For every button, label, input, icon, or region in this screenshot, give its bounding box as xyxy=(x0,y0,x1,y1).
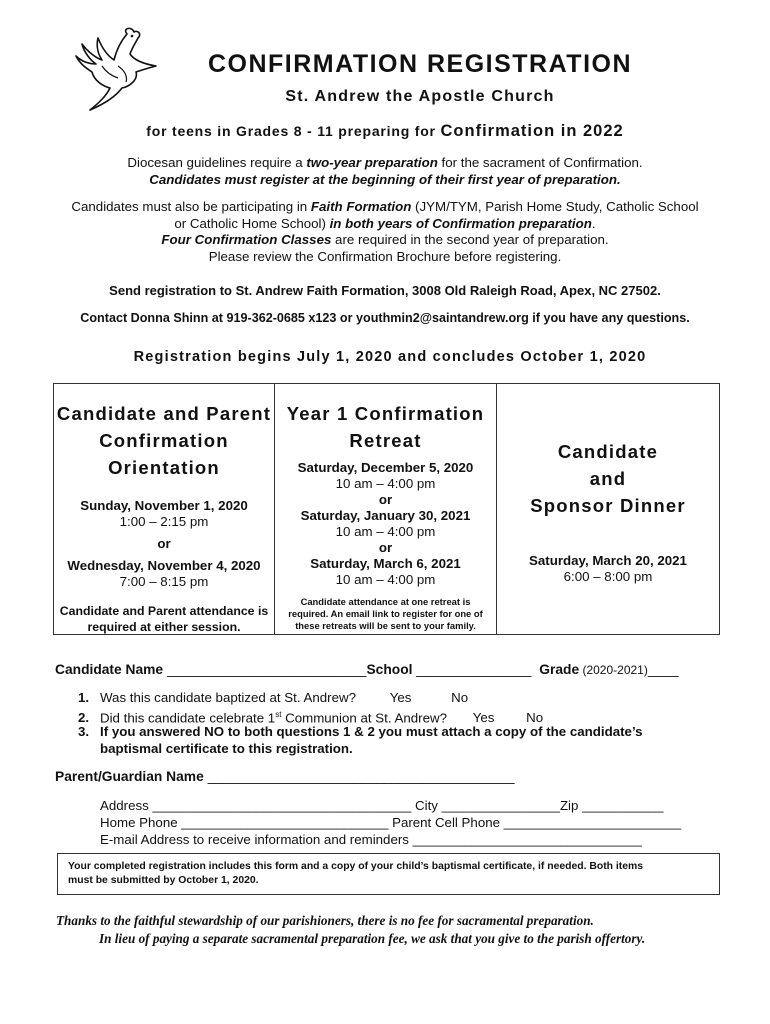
participation-emph2: in both years of Confirmation preparation xyxy=(329,215,592,231)
q3-text1: If you answered NO to both questions 1 & 2 you must attach a copy of the candidate’s xyxy=(100,724,643,739)
guidelines-line2: Candidates must register at the beginning of their first year of preparation. xyxy=(149,171,621,187)
grade-field[interactable]: ____ xyxy=(647,662,679,677)
retreat-column xyxy=(275,384,497,634)
retreat-note2: required. An email link to register for one of xyxy=(288,608,483,619)
completion-note-line1: Your completed registration includes this form and a copy of your child’s baptismal certificate, if needed. Both items xyxy=(68,861,644,872)
retreat-title1: Year 1 Confirmation xyxy=(286,403,485,424)
grade-line xyxy=(0,122,770,141)
participation-text-end: (JYM/TYM, Parish Home Study, Catholic School xyxy=(411,199,699,214)
orientation-column xyxy=(54,384,275,634)
thanks-line2: In lieu of paying a separate sacramental preparation fee, we ask that you give to the parish offertory. xyxy=(99,931,646,946)
guidelines-text-end: for the sacrament of Confirmation. xyxy=(437,155,643,170)
q3-line1 xyxy=(78,724,643,741)
city-field[interactable]: City ________________ xyxy=(415,798,560,813)
retreat-date1: Saturday, December 5, 2020 xyxy=(297,460,474,475)
phone-row xyxy=(100,815,681,830)
q3-number: 3. xyxy=(78,724,90,739)
q1-number: 1. xyxy=(78,690,90,705)
question-1 xyxy=(78,690,468,707)
q1-no-option[interactable]: No xyxy=(451,690,469,705)
guidelines xyxy=(40,155,730,188)
parent-name-field[interactable]: ________________________________________ xyxy=(203,769,515,784)
orientation-title3: Orientation xyxy=(108,457,220,478)
page-title: CONFIRMATION REGISTRATION xyxy=(207,50,633,78)
dinner-title3: Sponsor Dinner xyxy=(530,495,686,516)
zip-field[interactable]: Zip ___________ xyxy=(559,798,664,813)
classes-text: are required in the second year of preparation. xyxy=(331,232,609,247)
participation-emph: Faith Formation xyxy=(310,199,412,214)
address-row xyxy=(100,798,663,813)
q1-yes-option[interactable]: Yes xyxy=(389,690,412,705)
events-box xyxy=(53,383,720,635)
orientation-note1: Candidate and Parent attendance is xyxy=(59,604,269,618)
retreat-date3: Saturday, March 6, 2021 xyxy=(310,556,461,571)
classes-emph: Four Confirmation Classes xyxy=(161,232,332,247)
confirmation-year: Confirmation in 2022 xyxy=(440,122,624,140)
send-address: Send registration to St. Andrew Faith Formation, 3008 Old Raleigh Road, Apex, NC 27502. xyxy=(109,283,661,298)
retreat-title2: Retreat xyxy=(349,430,422,451)
orientation-or: or xyxy=(157,536,171,551)
q2-text-b: Communion at St. Andrew? xyxy=(281,710,447,726)
retreat-time2: 10 am – 4:00 pm xyxy=(335,524,436,539)
school-label: School xyxy=(366,662,413,677)
guidelines-text: Diocesan guidelines require a xyxy=(127,155,307,170)
grade-label: Grade xyxy=(539,662,580,677)
question-3 xyxy=(78,724,643,757)
thanks-line1: Thanks to the faithful stewardship of our parishioners, there is no fee for sacramental preparation. xyxy=(56,913,594,928)
contact-info: Contact Donna Shinn at 919-362-0685 x123 or youthmin2@saintandrew.org if you have any questions. xyxy=(80,311,690,325)
grade-year: (2020-2021) xyxy=(579,663,648,677)
candidate-row xyxy=(55,662,679,677)
cell-phone-field[interactable]: Parent Cell Phone ________________________ xyxy=(392,815,682,830)
participation-text: Candidates must also be participating in xyxy=(71,199,311,214)
candidate-name-label: Candidate Name xyxy=(55,662,164,677)
q2-sup: st xyxy=(275,710,282,719)
orientation-title1: Candidate and Parent xyxy=(56,403,272,424)
retreat-or1: or xyxy=(378,492,393,507)
retreat-time3: 10 am – 4:00 pm xyxy=(335,572,436,587)
dinner-date: Saturday, March 20, 2021 xyxy=(529,553,687,568)
orientation-date2: Wednesday, November 4, 2020 xyxy=(67,558,261,573)
retreat-date2: Saturday, January 30, 2021 xyxy=(300,508,471,523)
retreat-or2: or xyxy=(378,540,393,555)
orientation-date1: Sunday, November 1, 2020 xyxy=(80,498,248,513)
completion-note-box xyxy=(57,853,720,895)
grade-line-prefix: for teens in Grades 8 - 11 preparing for xyxy=(146,123,441,139)
dinner-column xyxy=(497,384,719,634)
dinner-title1: Candidate xyxy=(557,441,659,462)
q2-number: 2. xyxy=(78,710,90,726)
dinner-title2: and xyxy=(589,468,627,489)
candidate-name-field[interactable]: __________________________ xyxy=(166,662,367,677)
q2-yes-option[interactable]: Yes xyxy=(472,710,495,726)
q2-no-option[interactable]: No xyxy=(526,710,544,726)
q2-text-a: Did this candidate celebrate 1 xyxy=(100,710,276,726)
registration-period: Registration begins July 1, 2020 and concludes October 1, 2020 xyxy=(133,349,647,365)
q1-text: Was this candidate baptized at St. Andrew? xyxy=(100,690,356,705)
retreat-note3: these retreats will be sent to your family. xyxy=(295,620,476,631)
participation-text2: or Catholic Home School) xyxy=(174,215,330,231)
address-field[interactable]: Address ___________________________________ xyxy=(100,798,412,813)
orientation-time1: 1:00 – 2:15 pm xyxy=(119,514,209,529)
guidelines-emph: two-year preparation xyxy=(306,155,438,170)
email-row xyxy=(100,832,642,847)
email-field[interactable]: E-mail Address to receive information and reminders _______________________________ xyxy=(100,832,642,847)
participation-line4: Please review the Confirmation Brochure before registering. xyxy=(208,248,562,264)
parent-row xyxy=(55,769,515,784)
participation xyxy=(40,199,730,265)
participation-line3 xyxy=(40,232,730,249)
orientation-time2: 7:00 – 8:15 pm xyxy=(119,574,209,589)
church-name: St. Andrew the Apostle Church xyxy=(285,88,555,105)
participation-line1 xyxy=(40,199,730,216)
guidelines-line1 xyxy=(40,155,730,172)
orientation-note2: required at either session. xyxy=(87,620,241,634)
retreat-note1: Candidate attendance at one retreat is xyxy=(300,596,471,607)
dinner-time: 6:00 – 8:00 pm xyxy=(563,569,653,584)
retreat-time1: 10 am – 4:00 pm xyxy=(335,476,436,491)
orientation-title2: Confirmation xyxy=(99,430,229,451)
home-phone-field[interactable]: Home Phone ____________________________ xyxy=(100,815,389,830)
participation-period: . xyxy=(591,215,596,231)
completion-note-line2: must be submitted by October 1, 2020. xyxy=(68,875,259,886)
participation-line2 xyxy=(40,216,730,233)
school-field[interactable]: _______________ xyxy=(412,662,532,677)
parent-name-label: Parent/Guardian Name xyxy=(55,769,204,784)
q3-line2: baptismal certificate to this registration. xyxy=(100,740,353,756)
